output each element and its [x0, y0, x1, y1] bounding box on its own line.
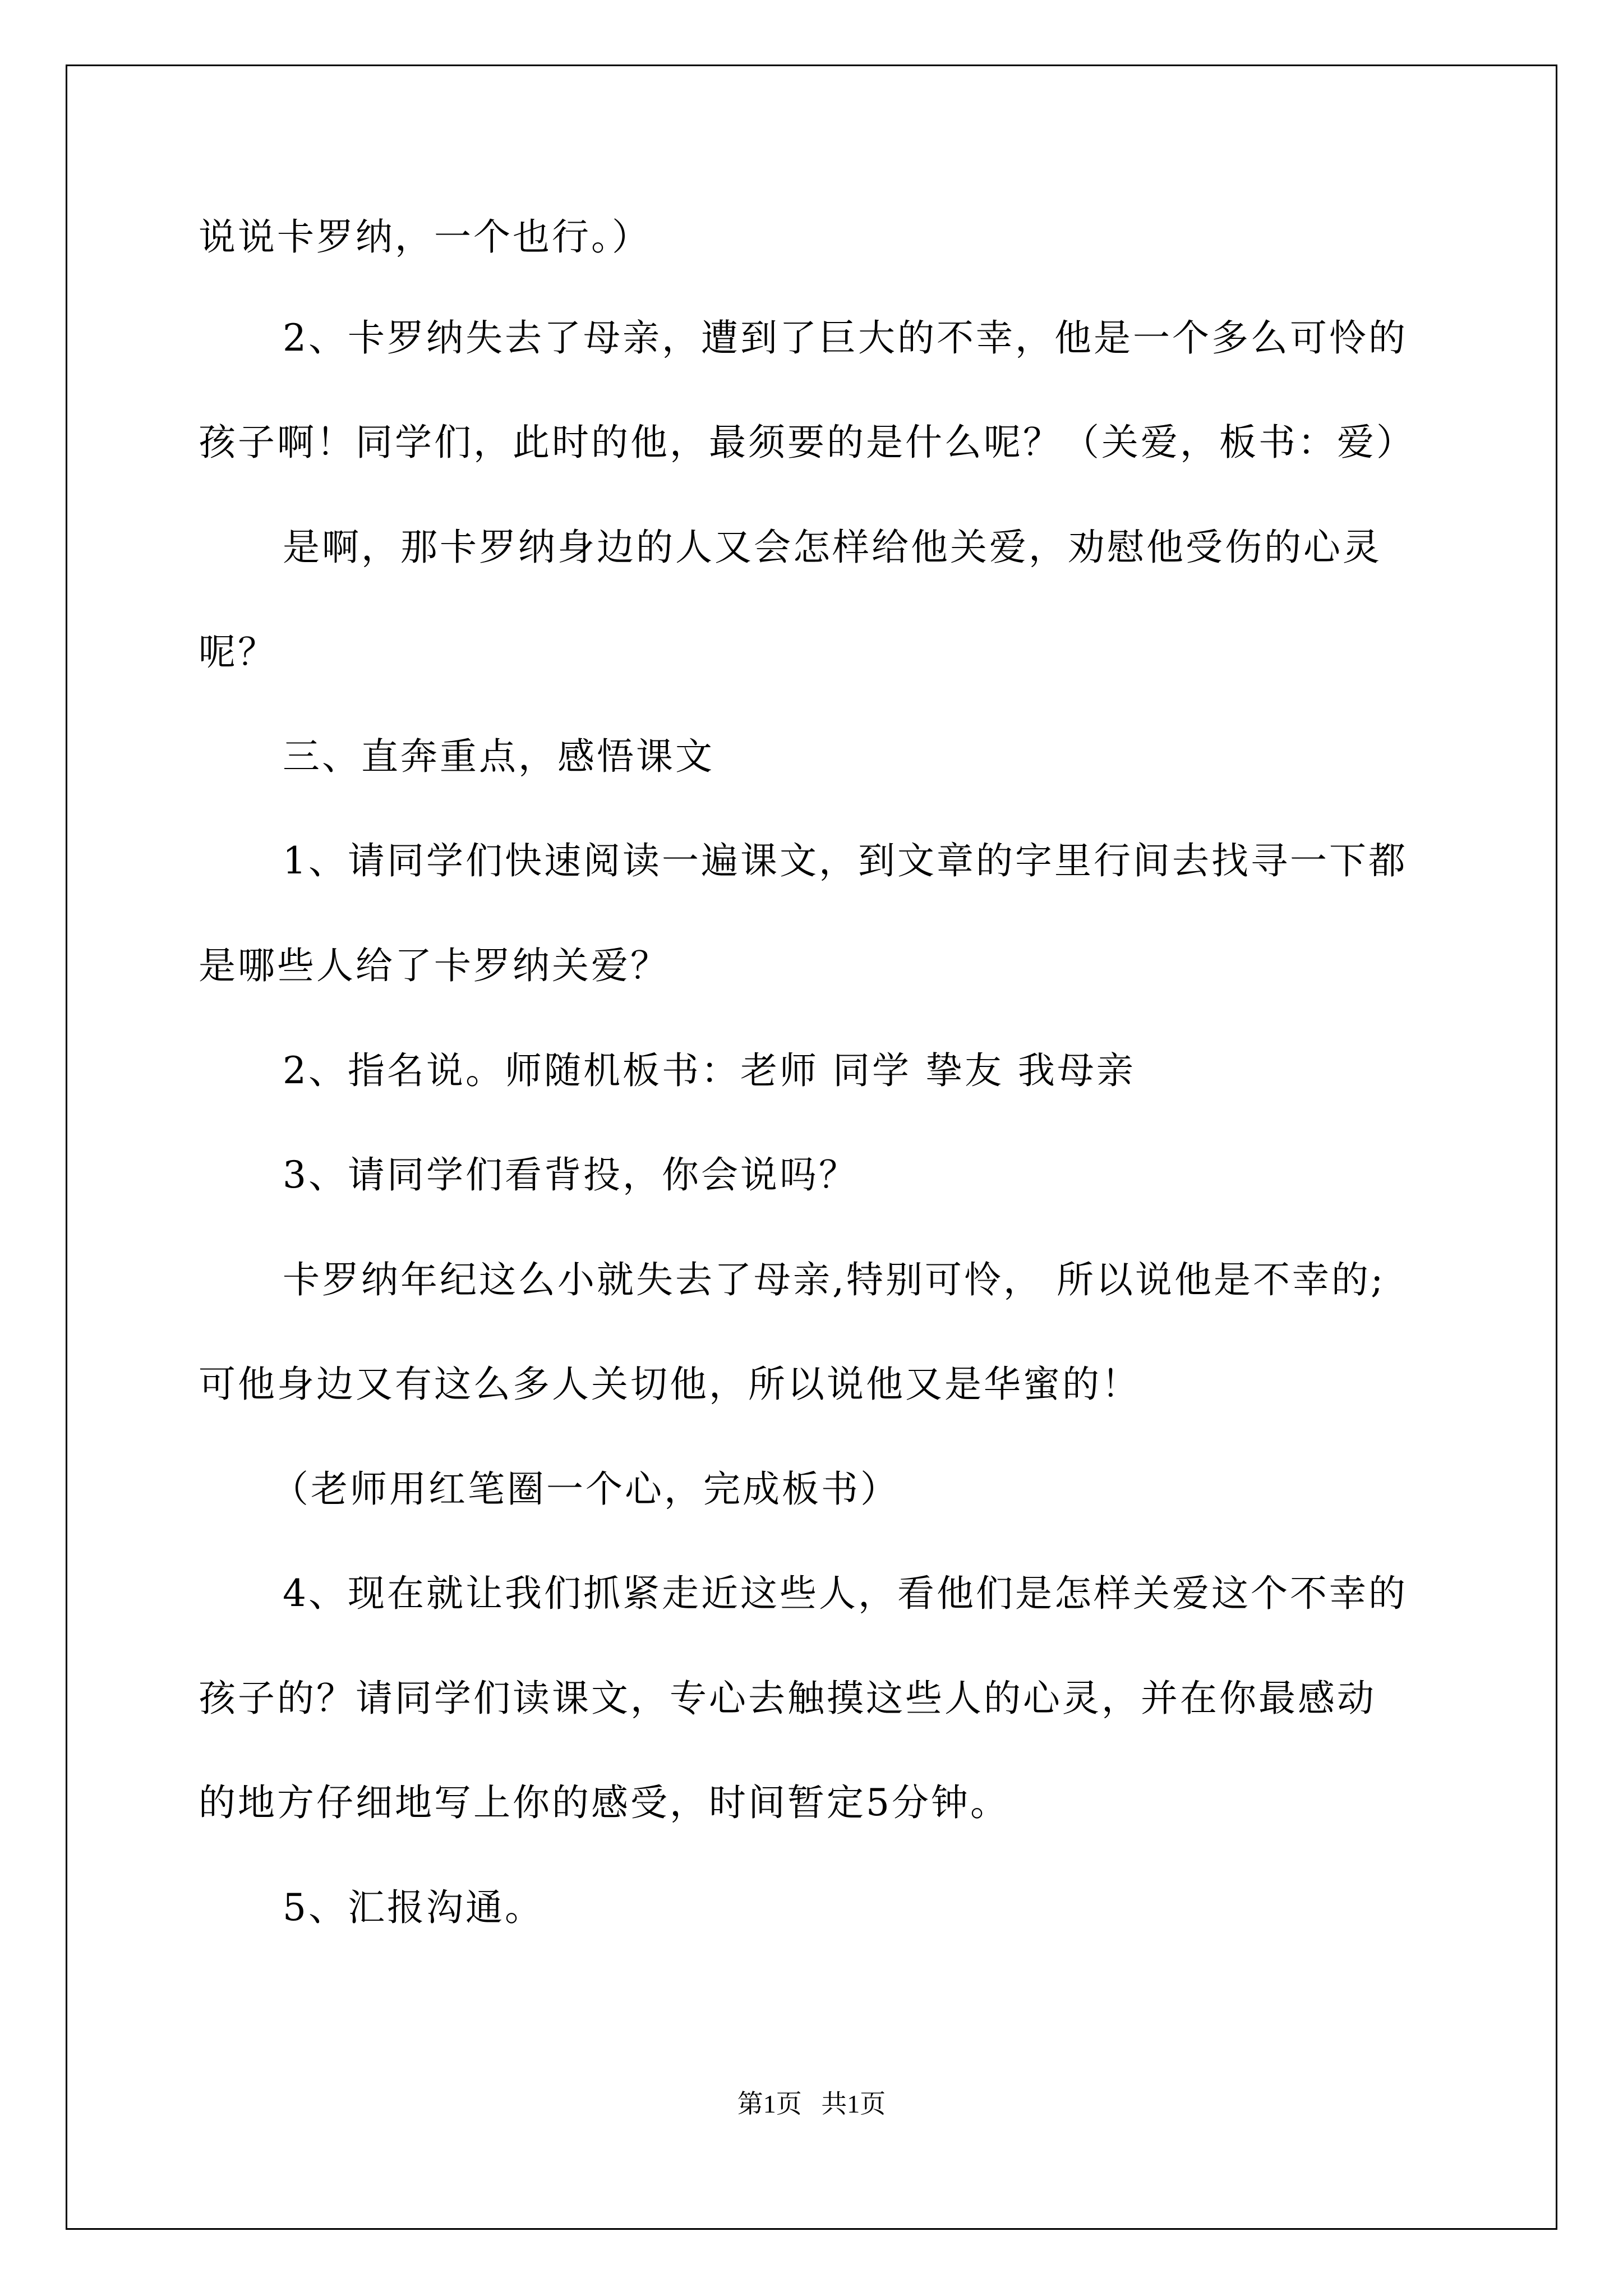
text-line: 呢？ — [199, 631, 277, 674]
text-line: 可他身边又有这么多人关切他，所以说他又是华蜜的！ — [199, 1363, 1141, 1406]
section-heading: 三、直奔重点，感悟课文 — [283, 735, 714, 778]
text-line: 的地方仔细地写上你的感受，时间暂定5分钟。 — [199, 1781, 1009, 1824]
text-line: 是啊，那卡罗纳身边的人又会怎样给他关爱，劝慰他受伤的心灵 — [283, 526, 1382, 569]
page-number-footer: 第1页 共1页 — [737, 2090, 886, 2118]
text-line: 4、现在就让我们抓紧走近这些人，看他们是怎样关爱这个不幸的 — [283, 1572, 1408, 1615]
text-line: 1、请同学们快速阅读一遍课文，到文章的字里行间去找寻一下都 — [283, 839, 1408, 882]
text-line: 2、卡罗纳失去了母亲，遭到了巨大的不幸，他是一个多么可怜的 — [283, 316, 1408, 360]
text-line: 是哪些人给了卡罗纳关爱？ — [199, 944, 670, 987]
text-line: 2、指名说。师随机板书：老师 同学 挚友 我母亲 — [283, 1049, 1136, 1092]
text-line: 孩子的？请同学们读课文，专心去触摸这些人的心灵，并在你最感动 — [199, 1677, 1376, 1720]
text-line: （老师用红笔圈一个心，完成板书） — [271, 1467, 900, 1511]
text-line: 说说卡罗纳，一个也行。） — [199, 215, 651, 259]
text-line: 卡罗纳年纪这么小就失去了母亲,特别可怜， 所以说他是不幸的; — [283, 1258, 1386, 1301]
text-line: 孩子啊！同学们，此时的他，最须要的是什么呢？（关爱，板书：爱） — [199, 421, 1415, 464]
text-line: 3、请同学们看背投，你会说吗？ — [283, 1153, 858, 1197]
text-line: 5、汇报沟通。 — [283, 1886, 544, 1929]
